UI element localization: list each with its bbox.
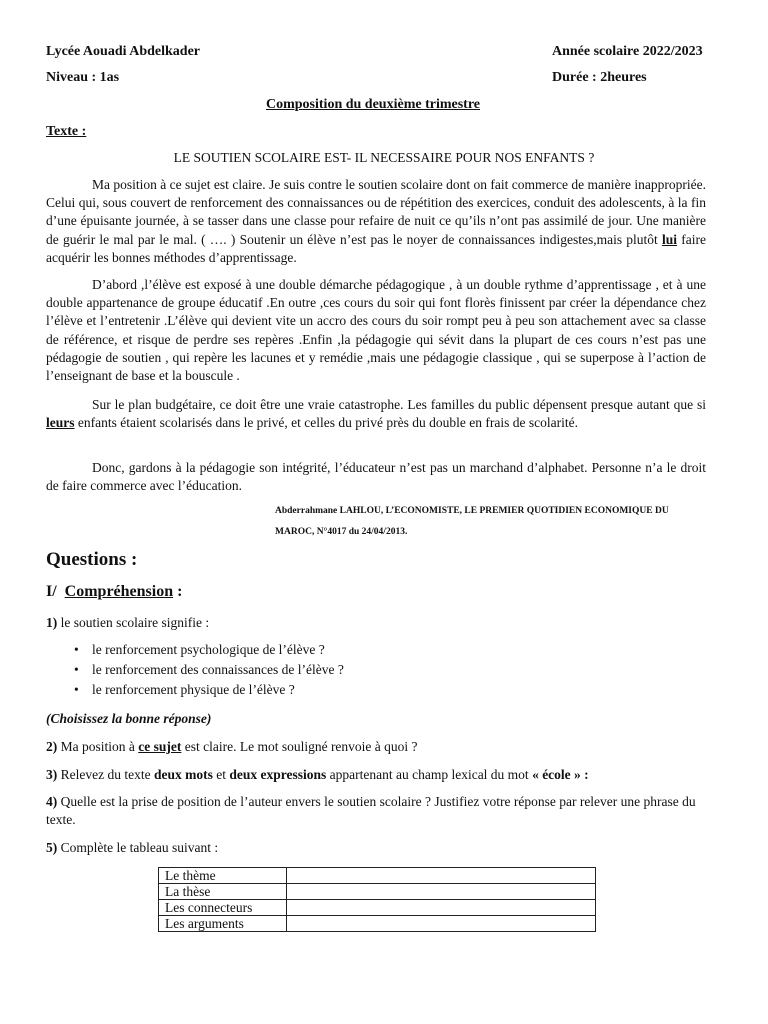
table-answer-cell[interactable]: [287, 900, 596, 916]
table-answer-cell[interactable]: [287, 916, 596, 932]
paragraph-2: D’abord ,l’élève est exposé à une double démarche pédagogique , à un double rythme d’apprentissage , et à une double appartenance de groupe éducatif .En outre ,ces cours du soir qui font florès finissent par créer la dépendance chez l’élève et l’entretenir .L’élève qui devient vite un accro des cours du soir rompt peu à peu son attachement avec sa classe de référence, et risque de perdre ses repères .Enfin ,la pédagogie qui sévit dans la plupart de ces cours n’est pas une pédagogie de soutien , qui repère les lacunes et y remédie ,mais une pédagogie classique , qui se superpose à l’action de l’enseignant de base et la bouscule .: [46, 277, 706, 384]
option-item: • le renforcement psychologique de l’élève ?: [92, 640, 344, 660]
level-label: Niveau : 1as: [46, 70, 120, 85]
source-line-1: Abderrahmane LAHLOU, L’ECONOMISTE, LE PREMIER QUOTIDIEN ECONOMIQUE DU: [275, 506, 669, 516]
table-label-cell: La thèse: [159, 884, 287, 900]
question-3: 3) Relevez du texte deux mots et deux expressions appartenant au champ lexical du mot « école » :: [46, 767, 589, 782]
school-name: Lycée Aouadi Abdelkader: [46, 44, 201, 59]
table-label-cell: Les arguments: [159, 916, 287, 932]
text-label: Texte :: [46, 124, 87, 139]
table-label-cell: Les connecteurs: [159, 900, 287, 916]
table-label-cell: Le thème: [159, 868, 287, 884]
underlined-word-leurs: leurs: [46, 415, 75, 431]
question-5: 5) Complète le tableau suivant :: [46, 840, 219, 855]
text-title: LE SOUTIEN SCOLAIRE EST- IL NECESSAIRE POUR NOS ENFANTS ?: [173, 150, 595, 165]
paragraph-1: Ma position à ce sujet est claire. Je suis contre le soutien scolaire dont on fait commerce de manière inappropriée. Celui qui, sous couvert de renforcement des connaissances ou de répétition des exercices, conduit des adolescents, à la fin d’une épuisante journée, à se tasser dans une classe pour refaire de nuit ce qu’ils n’ont pas assimilé de jour. Une manière de guérir le mal par le mal. ( …. ) Soutenir un élève n’est pas le noyer de connaissances indigestes,mais plutôt lui faire acquérir les bonnes méthodes d’apprentissage.: [46, 177, 706, 265]
question-1-options: [46, 640, 344, 700]
school-year: Année scolaire 2022/2023: [552, 44, 703, 59]
table-answer-cell[interactable]: [287, 884, 596, 900]
table-row: [159, 868, 596, 884]
section-title: Compréhension: [64, 583, 174, 600]
paragraph-3: Sur le plan budgétaire, ce doit être une vraie catastrophe. Les familles du public dépensent presque autant que si leurs enfants étaient scolarisés dans le privé, et celles du privé près du double en frais de scolarité.: [46, 397, 706, 431]
table-row: [159, 884, 596, 900]
question-1: 1) le soutien scolaire signifie :: [46, 615, 210, 630]
underlined-word-lui: lui: [662, 231, 678, 247]
question-1-instruction: (Choisissez la bonne réponse): [46, 711, 212, 726]
duration-label: Durée : 2heures: [552, 70, 647, 85]
table-row: [159, 900, 596, 916]
paragraph-4: Donc, gardons à la pédagogie son intégrité, l’éducateur n’est pas un marchand d’alphabet. Personne n’a le droit de faire commerce avec l’éducation.: [46, 460, 706, 494]
exam-title: Composition du deuxième trimestre: [266, 97, 480, 112]
answer-table: [158, 867, 596, 932]
option-item: • le renforcement physique de l’élève ?: [92, 680, 344, 700]
question-4: 4) Quelle est la prise de position de l’auteur envers le soutien scolaire ? Justifiez votre réponse par relever une phrase du texte.: [46, 794, 696, 827]
option-item: • le renforcement des connaissances de l’élève ?: [92, 660, 344, 680]
questions-heading: Questions :: [46, 549, 138, 570]
table-answer-cell[interactable]: [287, 868, 596, 884]
source-line-2: MAROC, N°4017 du 24/04/2013.: [275, 527, 408, 537]
underlined-phrase: ce sujet: [138, 739, 182, 754]
question-2: 2) Ma position à ce sujet est claire. Le mot souligné renvoie à quoi ?: [46, 739, 418, 754]
table-row: [159, 916, 596, 932]
section-heading: I/ Compréhension :: [46, 583, 183, 600]
